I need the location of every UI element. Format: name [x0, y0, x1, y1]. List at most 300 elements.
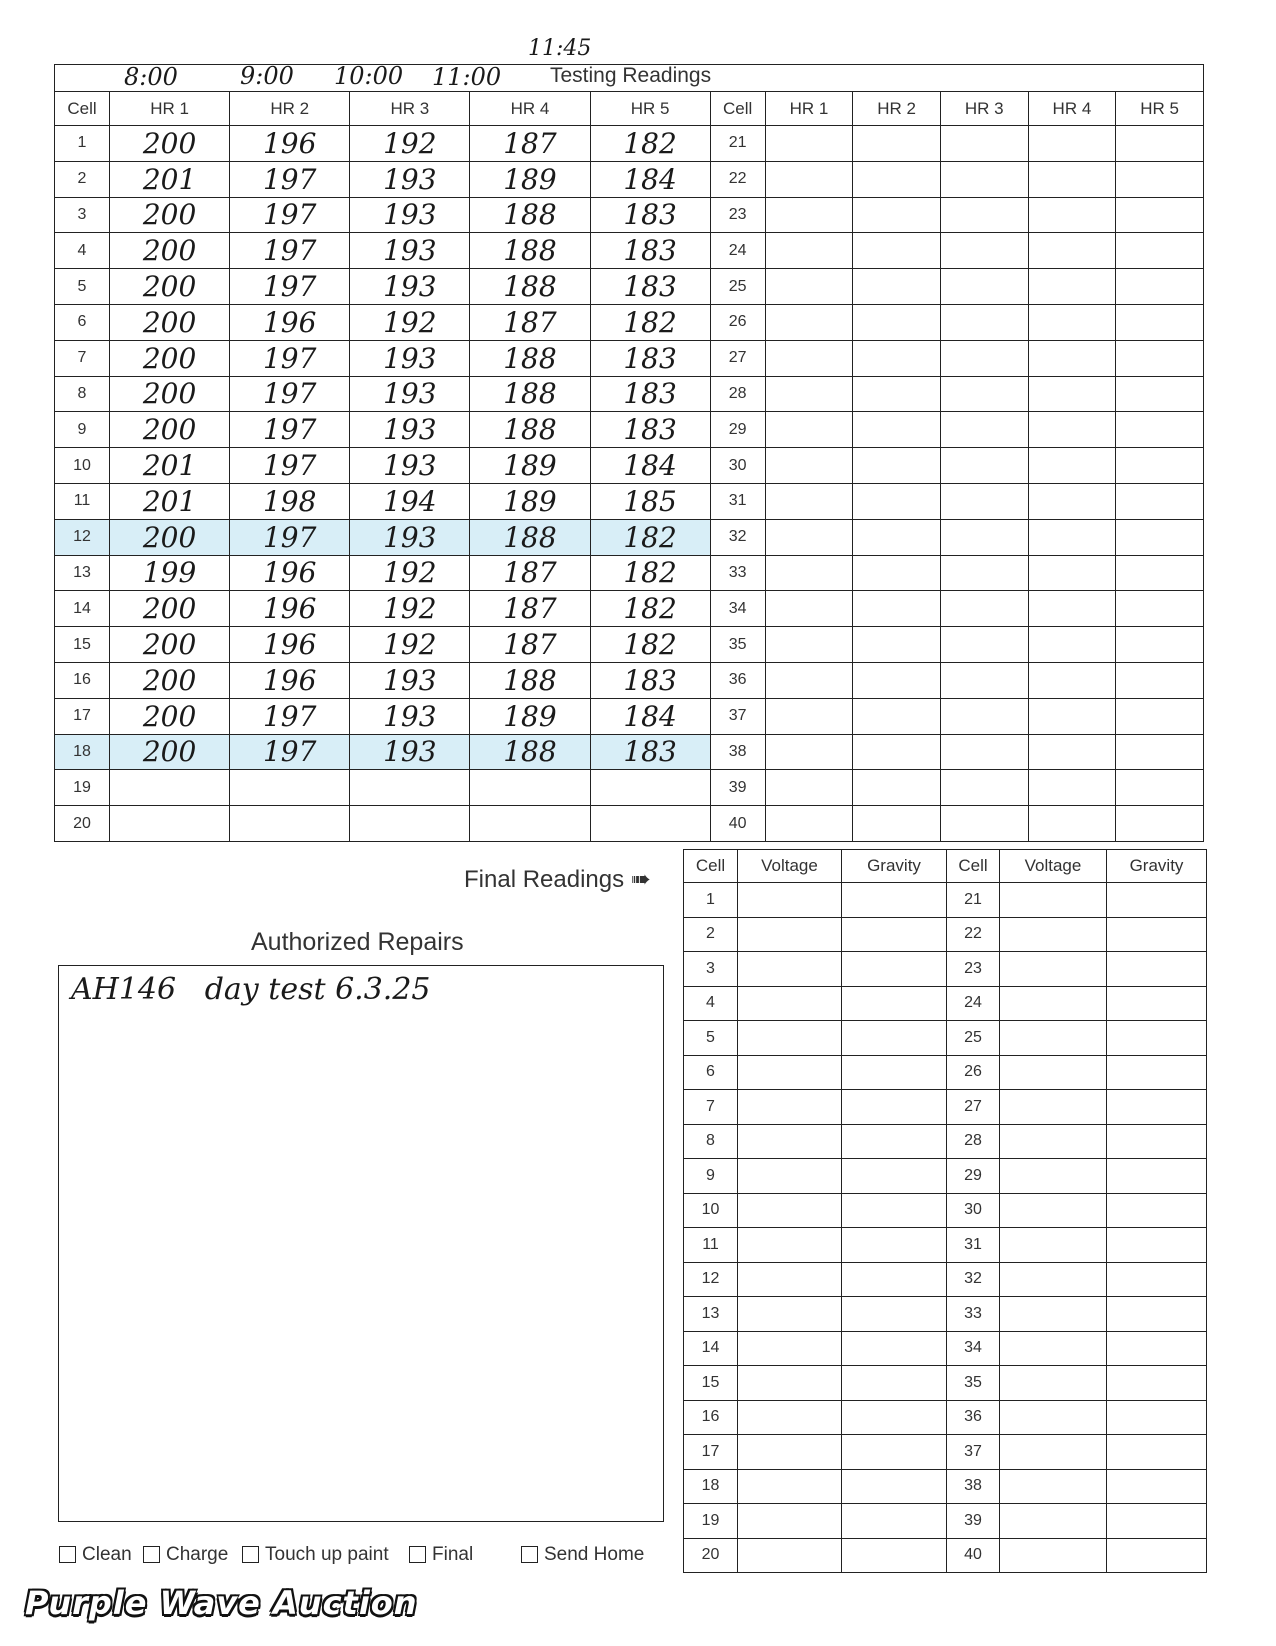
testing-reading[interactable]: 189	[470, 698, 590, 734]
testing-reading-empty[interactable]	[853, 161, 941, 197]
final-voltage[interactable]	[738, 1159, 842, 1194]
testing-reading[interactable]: 193	[350, 734, 470, 770]
testing-reading[interactable]: 188	[470, 734, 590, 770]
testing-reading-empty[interactable]	[1116, 591, 1204, 627]
final-voltage[interactable]	[1000, 917, 1107, 952]
testing-reading-empty[interactable]	[765, 126, 853, 162]
final-voltage[interactable]	[738, 1262, 842, 1297]
testing-reading[interactable]: 197	[230, 376, 350, 412]
testing-reading[interactable]: 197	[230, 197, 350, 233]
final-gravity[interactable]	[1107, 1538, 1207, 1573]
testing-reading[interactable]: 189	[470, 483, 590, 519]
testing-reading-empty[interactable]	[765, 806, 853, 842]
testing-reading-empty[interactable]	[940, 662, 1028, 698]
testing-reading[interactable]: 198	[230, 483, 350, 519]
testing-reading-empty[interactable]	[765, 555, 853, 591]
final-gravity[interactable]	[1107, 1090, 1207, 1125]
testing-reading[interactable]: 184	[590, 698, 710, 734]
testing-reading-empty[interactable]	[1028, 197, 1116, 233]
testing-reading[interactable]: 200	[110, 376, 230, 412]
testing-reading[interactable]: 192	[350, 627, 470, 663]
testing-reading-empty[interactable]	[940, 627, 1028, 663]
testing-reading[interactable]: 200	[110, 304, 230, 340]
testing-reading-empty[interactable]	[940, 269, 1028, 305]
testing-reading-empty[interactable]	[1116, 770, 1204, 806]
checkbox-touch-up-box[interactable]	[242, 1546, 259, 1563]
checkbox-send-home[interactable]	[521, 1544, 644, 1566]
testing-reading[interactable]: 183	[590, 269, 710, 305]
testing-reading[interactable]: 200	[110, 591, 230, 627]
final-gravity[interactable]	[842, 952, 947, 987]
testing-reading-empty[interactable]	[765, 519, 853, 555]
final-gravity[interactable]	[842, 1435, 947, 1470]
testing-reading[interactable]: 196	[230, 591, 350, 627]
testing-reading-empty[interactable]	[1028, 161, 1116, 197]
testing-reading[interactable]: 197	[230, 161, 350, 197]
testing-reading[interactable]: 193	[350, 233, 470, 269]
testing-reading[interactable]: 183	[590, 734, 710, 770]
final-gravity[interactable]	[1107, 1469, 1207, 1504]
final-cell-number: 27	[947, 1090, 1000, 1125]
testing-reading-empty[interactable]	[940, 591, 1028, 627]
testing-reading[interactable]: 200	[110, 126, 230, 162]
final-voltage[interactable]	[738, 952, 842, 987]
testing-reading[interactable]: 194	[350, 483, 470, 519]
testing-reading-empty[interactable]	[940, 126, 1028, 162]
final-cell-number: 14	[684, 1331, 738, 1366]
testing-reading-empty[interactable]	[765, 304, 853, 340]
checkbox-send-home-box[interactable]	[521, 1546, 538, 1563]
final-gravity[interactable]	[842, 883, 947, 918]
final-gravity[interactable]	[1107, 1297, 1207, 1332]
testing-reading[interactable]: 185	[590, 483, 710, 519]
testing-reading[interactable]: 187	[470, 591, 590, 627]
testing-reading-empty[interactable]	[765, 698, 853, 734]
testing-reading[interactable]	[470, 806, 590, 842]
final-voltage[interactable]	[738, 1469, 842, 1504]
testing-reading-empty[interactable]	[853, 770, 941, 806]
testing-reading-empty[interactable]	[1116, 519, 1204, 555]
checkbox-clean[interactable]	[59, 1544, 132, 1566]
testing-reading[interactable]: 197	[230, 519, 350, 555]
testing-reading-empty[interactable]	[1116, 698, 1204, 734]
testing-reading[interactable]: 193	[350, 412, 470, 448]
testing-reading-empty[interactable]	[765, 376, 853, 412]
testing-reading-empty[interactable]	[1028, 806, 1116, 842]
testing-reading-empty[interactable]	[853, 376, 941, 412]
final-gravity[interactable]	[842, 1262, 947, 1297]
testing-reading[interactable]	[470, 770, 590, 806]
testing-reading-empty[interactable]	[765, 734, 853, 770]
testing-reading[interactable]: 193	[350, 340, 470, 376]
testing-reading[interactable]: 192	[350, 555, 470, 591]
testing-reading-empty[interactable]	[940, 233, 1028, 269]
testing-reading-empty[interactable]	[1028, 233, 1116, 269]
testing-reading-empty[interactable]	[1028, 483, 1116, 519]
testing-reading-empty[interactable]	[1116, 662, 1204, 698]
testing-reading[interactable]: 197	[230, 412, 350, 448]
testing-reading-empty[interactable]	[853, 806, 941, 842]
testing-reading-empty[interactable]	[853, 126, 941, 162]
testing-reading-empty[interactable]	[940, 519, 1028, 555]
final-gravity[interactable]	[842, 917, 947, 952]
final-gravity[interactable]	[842, 1366, 947, 1401]
final-gravity[interactable]	[842, 1297, 947, 1332]
testing-reading[interactable]: 192	[350, 126, 470, 162]
testing-reading[interactable]: 197	[230, 734, 350, 770]
final-gravity[interactable]	[842, 1193, 947, 1228]
testing-reading[interactable]: 192	[350, 304, 470, 340]
testing-reading-empty[interactable]	[1116, 197, 1204, 233]
testing-reading[interactable]: 193	[350, 161, 470, 197]
testing-reading-empty[interactable]	[1028, 304, 1116, 340]
checkbox-final[interactable]	[409, 1544, 473, 1566]
testing-reading[interactable]: 192	[350, 591, 470, 627]
testing-reading[interactable]	[110, 806, 230, 842]
testing-reading-empty[interactable]	[940, 555, 1028, 591]
testing-reading-empty[interactable]	[1028, 519, 1116, 555]
testing-reading[interactable]: 182	[590, 627, 710, 663]
testing-reading-empty[interactable]	[1116, 448, 1204, 484]
final-voltage[interactable]	[1000, 1435, 1107, 1470]
testing-reading-empty[interactable]	[1116, 269, 1204, 305]
testing-reading-empty[interactable]	[853, 627, 941, 663]
final-gravity[interactable]	[1107, 1124, 1207, 1159]
testing-reading-empty[interactable]	[765, 448, 853, 484]
testing-reading-empty[interactable]	[1116, 555, 1204, 591]
final-voltage[interactable]	[738, 917, 842, 952]
testing-reading[interactable]: 196	[230, 126, 350, 162]
final-voltage[interactable]	[738, 1228, 842, 1263]
testing-reading-empty[interactable]	[765, 233, 853, 269]
final-gravity[interactable]	[1107, 1331, 1207, 1366]
final-voltage[interactable]	[1000, 1159, 1107, 1194]
final-gravity[interactable]	[1107, 1262, 1207, 1297]
final-gravity[interactable]	[1107, 1021, 1207, 1056]
testing-reading[interactable]: 189	[470, 161, 590, 197]
testing-reading[interactable]: 193	[350, 197, 470, 233]
final-gravity[interactable]	[842, 1331, 947, 1366]
testing-reading-empty[interactable]	[940, 197, 1028, 233]
testing-reading[interactable]: 193	[350, 376, 470, 412]
testing-reading-empty[interactable]	[940, 304, 1028, 340]
final-readings-table	[683, 849, 1207, 1573]
testing-reading[interactable]: 200	[110, 662, 230, 698]
testing-reading[interactable]: 183	[590, 197, 710, 233]
final-cell-number: 29	[947, 1159, 1000, 1194]
testing-reading[interactable]: 197	[230, 448, 350, 484]
final-voltage[interactable]	[738, 986, 842, 1021]
testing-reading[interactable]: 182	[590, 591, 710, 627]
testing-reading-empty[interactable]	[853, 197, 941, 233]
testing-reading[interactable]: 200	[110, 519, 230, 555]
testing-reading-empty[interactable]	[765, 483, 853, 519]
testing-reading[interactable]: 188	[470, 412, 590, 448]
final-voltage[interactable]	[1000, 1228, 1107, 1263]
testing-reading-empty[interactable]	[765, 269, 853, 305]
final-voltage[interactable]	[1000, 1021, 1107, 1056]
final-voltage[interactable]	[1000, 1124, 1107, 1159]
testing-reading[interactable]: 197	[230, 698, 350, 734]
final-voltage[interactable]	[1000, 1055, 1107, 1090]
testing-reading[interactable]: 193	[350, 448, 470, 484]
testing-reading[interactable]	[350, 770, 470, 806]
testing-reading-empty[interactable]	[940, 770, 1028, 806]
final-voltage[interactable]	[1000, 1193, 1107, 1228]
final-gravity[interactable]	[842, 1538, 947, 1573]
testing-reading[interactable]	[590, 806, 710, 842]
testing-reading-empty[interactable]	[1028, 340, 1116, 376]
final-voltage[interactable]	[738, 1055, 842, 1090]
final-voltage[interactable]	[1000, 883, 1107, 918]
testing-reading-empty[interactable]	[1028, 448, 1116, 484]
testing-reading[interactable]: 193	[350, 269, 470, 305]
testing-reading[interactable]: 184	[590, 448, 710, 484]
testing-reading[interactable]: 197	[230, 269, 350, 305]
testing-reading[interactable]: 182	[590, 304, 710, 340]
testing-reading[interactable]: 182	[590, 555, 710, 591]
testing-reading-empty[interactable]	[853, 519, 941, 555]
testing-reading[interactable]: 183	[590, 340, 710, 376]
final-gravity[interactable]	[1107, 1055, 1207, 1090]
testing-reading-empty[interactable]	[853, 448, 941, 484]
final-gravity[interactable]	[1107, 1435, 1207, 1470]
testing-reading[interactable]: 197	[230, 340, 350, 376]
testing-reading[interactable]: 188	[470, 269, 590, 305]
testing-reading[interactable]: 193	[350, 519, 470, 555]
final-gravity[interactable]	[1107, 883, 1207, 918]
testing-cell-number: 19	[55, 770, 110, 806]
testing-reading-empty[interactable]	[1116, 233, 1204, 269]
testing-reading-empty[interactable]	[1116, 412, 1204, 448]
testing-reading[interactable]: 188	[470, 519, 590, 555]
testing-reading-empty[interactable]	[1028, 770, 1116, 806]
testing-reading[interactable]	[590, 770, 710, 806]
final-gravity[interactable]	[842, 1021, 947, 1056]
final-voltage[interactable]	[738, 1435, 842, 1470]
final-gravity[interactable]	[1107, 986, 1207, 1021]
testing-reading-empty[interactable]	[765, 662, 853, 698]
final-voltage[interactable]	[738, 1021, 842, 1056]
testing-reading-empty[interactable]	[940, 412, 1028, 448]
testing-row	[55, 662, 1204, 698]
final-gravity[interactable]	[1107, 1400, 1207, 1435]
final-voltage[interactable]	[1000, 1366, 1107, 1401]
testing-reading-empty[interactable]	[1028, 412, 1116, 448]
testing-reading-empty[interactable]	[853, 555, 941, 591]
final-gravity[interactable]	[1107, 1504, 1207, 1539]
testing-reading[interactable]: 188	[470, 662, 590, 698]
testing-reading[interactable]: 201	[110, 483, 230, 519]
testing-reading[interactable]: 189	[470, 448, 590, 484]
testing-reading-empty[interactable]	[853, 233, 941, 269]
repairs-notes-box[interactable]	[58, 965, 664, 1522]
testing-reading[interactable]: 196	[230, 627, 350, 663]
testing-reading[interactable]: 183	[590, 412, 710, 448]
testing-reading-empty[interactable]	[940, 698, 1028, 734]
testing-reading[interactable]: 197	[230, 233, 350, 269]
testing-reading-empty[interactable]	[853, 662, 941, 698]
testing-reading-empty[interactable]	[940, 483, 1028, 519]
testing-reading-empty[interactable]	[853, 734, 941, 770]
testing-reading[interactable]: 200	[110, 197, 230, 233]
checkbox-charge-box[interactable]	[143, 1546, 160, 1563]
final-voltage[interactable]	[1000, 1262, 1107, 1297]
testing-reading[interactable]: 187	[470, 126, 590, 162]
testing-reading[interactable]: 188	[470, 376, 590, 412]
final-voltage[interactable]	[738, 1193, 842, 1228]
testing-reading-empty[interactable]	[1116, 340, 1204, 376]
testing-reading-empty[interactable]	[853, 698, 941, 734]
testing-reading-empty[interactable]	[853, 412, 941, 448]
testing-reading-empty[interactable]	[765, 161, 853, 197]
testing-reading[interactable]	[110, 770, 230, 806]
final-voltage[interactable]	[1000, 986, 1107, 1021]
testing-reading-empty[interactable]	[1028, 734, 1116, 770]
testing-reading[interactable]: 187	[470, 555, 590, 591]
testing-reading[interactable]: 183	[590, 662, 710, 698]
checkbox-final-box[interactable]	[409, 1546, 426, 1563]
testing-reading-empty[interactable]	[1028, 555, 1116, 591]
checkbox-charge[interactable]	[143, 1544, 228, 1566]
testing-reading[interactable]	[230, 806, 350, 842]
final-voltage[interactable]	[738, 1090, 842, 1125]
testing-reading-empty[interactable]	[853, 483, 941, 519]
testing-reading-empty[interactable]	[940, 448, 1028, 484]
final-voltage[interactable]	[738, 1331, 842, 1366]
testing-reading-empty[interactable]	[1028, 627, 1116, 663]
testing-reading[interactable]: 193	[350, 662, 470, 698]
testing-reading-empty[interactable]	[940, 340, 1028, 376]
testing-reading[interactable]: 183	[590, 233, 710, 269]
testing-reading[interactable]: 201	[110, 161, 230, 197]
testing-reading-empty[interactable]	[765, 591, 853, 627]
testing-reading[interactable]	[350, 806, 470, 842]
testing-reading-empty[interactable]	[940, 734, 1028, 770]
final-voltage[interactable]	[1000, 952, 1107, 987]
testing-reading-empty[interactable]	[1116, 806, 1204, 842]
final-gravity[interactable]	[842, 1504, 947, 1539]
testing-reading[interactable]: 200	[110, 734, 230, 770]
testing-reading-empty[interactable]	[1028, 126, 1116, 162]
testing-reading[interactable]: 196	[230, 304, 350, 340]
testing-reading-empty[interactable]	[765, 340, 853, 376]
final-voltage[interactable]	[738, 1124, 842, 1159]
final-voltage[interactable]	[1000, 1504, 1107, 1539]
checkbox-clean-box[interactable]	[59, 1546, 76, 1563]
testing-reading-empty[interactable]	[1028, 376, 1116, 412]
testing-reading[interactable]: 196	[230, 555, 350, 591]
testing-reading[interactable]: 193	[350, 698, 470, 734]
final-gravity[interactable]	[1107, 1159, 1207, 1194]
testing-reading-empty[interactable]	[940, 161, 1028, 197]
testing-reading-empty[interactable]	[1116, 304, 1204, 340]
final-gravity[interactable]	[842, 1090, 947, 1125]
final-gravity[interactable]	[842, 1124, 947, 1159]
testing-reading-empty[interactable]	[940, 376, 1028, 412]
testing-reading-empty[interactable]	[1116, 126, 1204, 162]
testing-reading[interactable]: 196	[230, 662, 350, 698]
final-voltage[interactable]	[738, 1297, 842, 1332]
final-voltage[interactable]	[1000, 1331, 1107, 1366]
testing-reading-empty[interactable]	[765, 770, 853, 806]
testing-cell-number: 39	[710, 770, 765, 806]
testing-reading-empty[interactable]	[765, 412, 853, 448]
final-gravity[interactable]	[1107, 952, 1207, 987]
testing-reading-empty[interactable]	[853, 269, 941, 305]
testing-reading-empty[interactable]	[765, 627, 853, 663]
testing-reading-empty[interactable]	[1028, 662, 1116, 698]
final-voltage[interactable]	[1000, 1538, 1107, 1573]
testing-header-row	[55, 92, 1204, 126]
testing-reading[interactable]: 182	[590, 519, 710, 555]
final-voltage[interactable]	[1000, 1400, 1107, 1435]
testing-reading[interactable]: 188	[470, 233, 590, 269]
testing-reading[interactable]: 200	[110, 340, 230, 376]
final-gravity[interactable]	[1107, 1193, 1207, 1228]
final-gravity[interactable]	[842, 1228, 947, 1263]
final-gravity[interactable]	[842, 1055, 947, 1090]
testing-reading-empty[interactable]	[1028, 591, 1116, 627]
testing-reading-empty[interactable]	[940, 806, 1028, 842]
final-gravity[interactable]	[842, 1159, 947, 1194]
testing-reading[interactable]: 200	[110, 269, 230, 305]
checkbox-touch-up-paint[interactable]	[242, 1544, 389, 1566]
testing-reading-empty[interactable]	[1116, 161, 1204, 197]
testing-reading[interactable]: 199	[110, 555, 230, 591]
final-voltage[interactable]	[738, 1538, 842, 1573]
testing-reading[interactable]: 200	[110, 698, 230, 734]
final-voltage[interactable]	[738, 883, 842, 918]
testing-reading[interactable]: 187	[470, 627, 590, 663]
final-gravity[interactable]	[1107, 1228, 1207, 1263]
final-voltage[interactable]	[738, 1504, 842, 1539]
testing-reading[interactable]: 188	[470, 340, 590, 376]
final-gravity[interactable]	[1107, 917, 1207, 952]
final-voltage[interactable]	[1000, 1090, 1107, 1125]
testing-reading[interactable]: 200	[110, 627, 230, 663]
testing-reading[interactable]	[230, 770, 350, 806]
final-gravity[interactable]	[842, 1400, 947, 1435]
testing-reading-empty[interactable]	[1028, 269, 1116, 305]
testing-reading[interactable]: 200	[110, 233, 230, 269]
testing-reading[interactable]: 188	[470, 197, 590, 233]
testing-reading-empty[interactable]	[1116, 483, 1204, 519]
testing-reading-empty[interactable]	[1116, 376, 1204, 412]
final-voltage[interactable]	[1000, 1469, 1107, 1504]
testing-reading-empty[interactable]	[1116, 734, 1204, 770]
testing-reading[interactable]: 183	[590, 376, 710, 412]
final-gravity[interactable]	[842, 1469, 947, 1504]
testing-reading-empty[interactable]	[853, 304, 941, 340]
testing-reading[interactable]: 187	[470, 304, 590, 340]
testing-reading[interactable]: 201	[110, 448, 230, 484]
final-gravity[interactable]	[1107, 1366, 1207, 1401]
final-voltage[interactable]	[1000, 1297, 1107, 1332]
testing-reading-empty[interactable]	[853, 591, 941, 627]
testing-reading[interactable]: 182	[590, 126, 710, 162]
final-cell-number: 25	[947, 1021, 1000, 1056]
final-gravity[interactable]	[842, 986, 947, 1021]
testing-reading-empty[interactable]	[1116, 627, 1204, 663]
final-voltage[interactable]	[738, 1366, 842, 1401]
testing-reading-empty[interactable]	[765, 197, 853, 233]
final-voltage[interactable]	[738, 1400, 842, 1435]
testing-reading[interactable]: 184	[590, 161, 710, 197]
testing-reading[interactable]: 200	[110, 412, 230, 448]
testing-reading-empty[interactable]	[853, 340, 941, 376]
testing-reading-empty[interactable]	[1028, 698, 1116, 734]
